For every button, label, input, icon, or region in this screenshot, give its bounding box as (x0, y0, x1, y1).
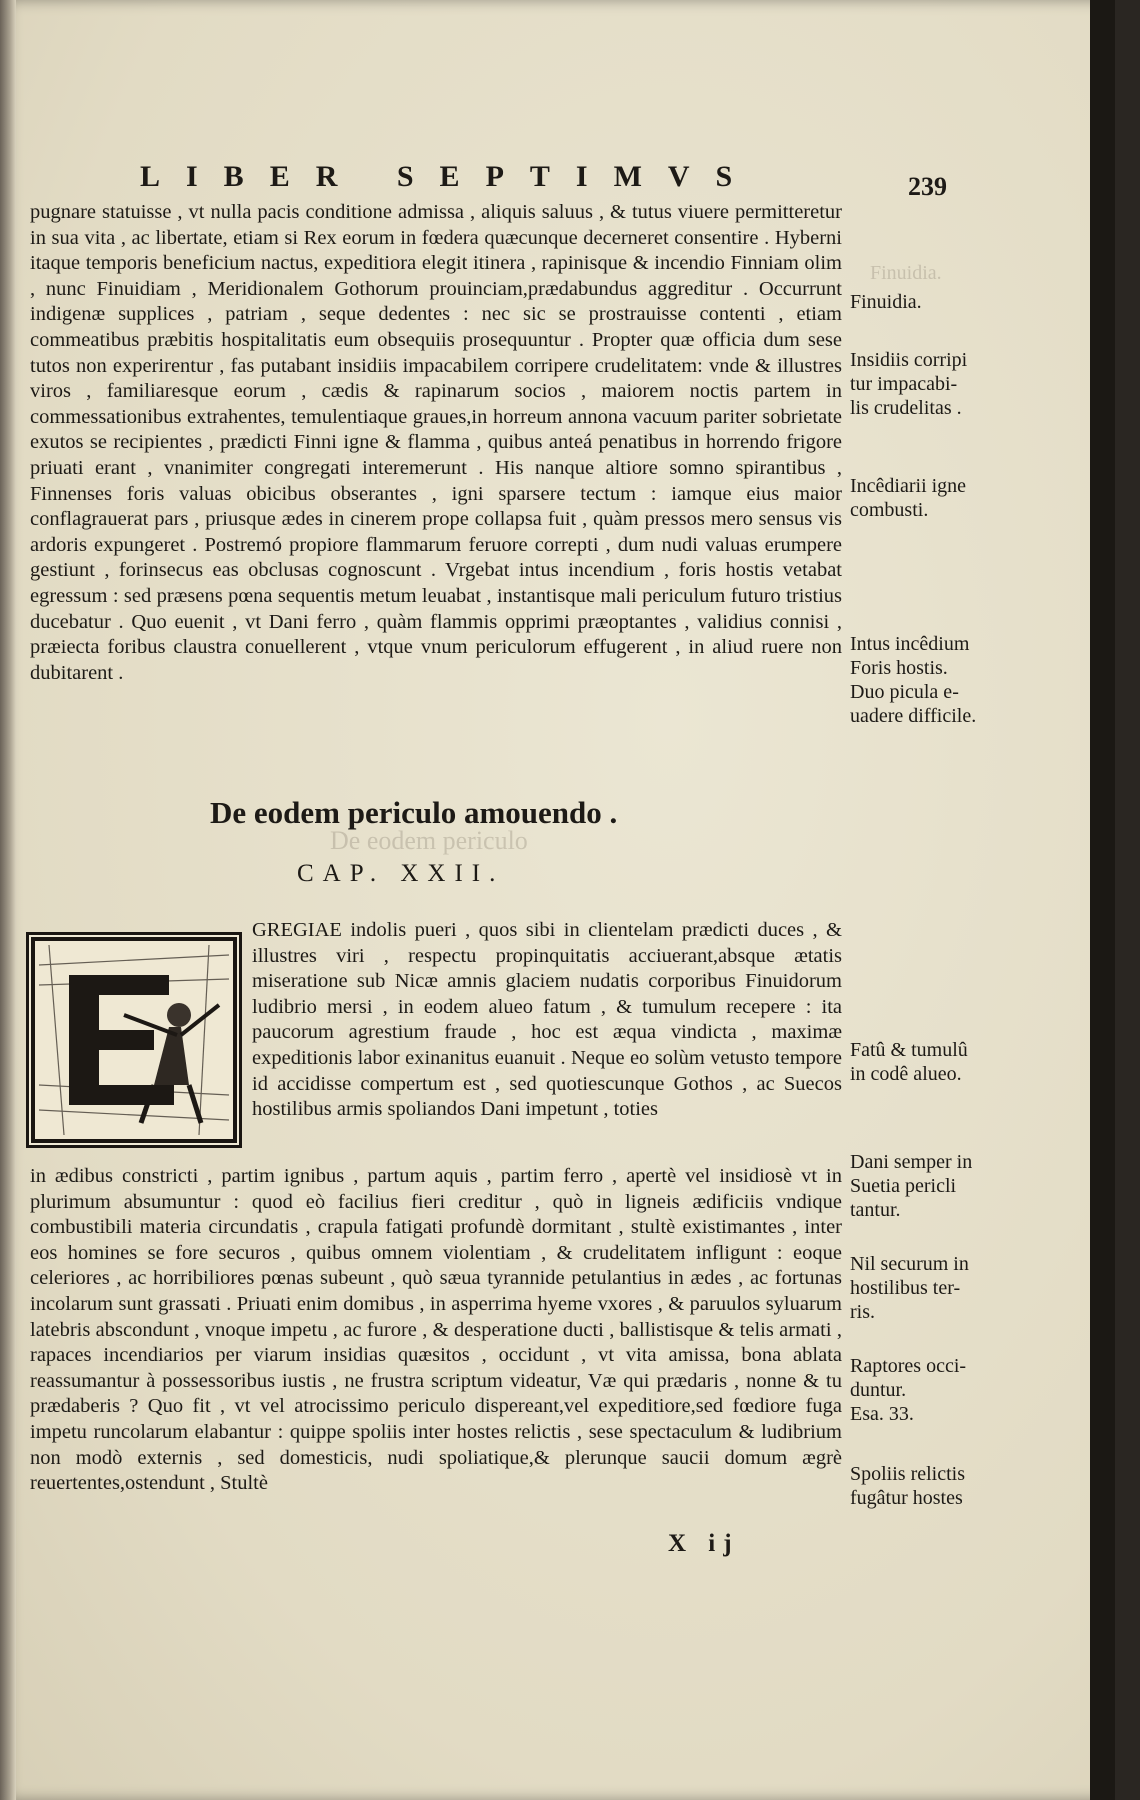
bleed-through: De eodem periculo (330, 826, 528, 855)
section-heading: De eodem periculo amouendo . (210, 795, 618, 830)
marginal-line: tantur. (850, 1199, 901, 1221)
marginal-line: duntur. (850, 1379, 907, 1401)
marginal-line: hostilibus ter- (850, 1277, 961, 1299)
paragraph-1: pugnare statuisse , vt nulla pacis conditione admissa , aliquis saluus , & tutus viuere permitteretur in sua vita , ac libertate, etiam si Rex eorum in fœdera quæcunque decerneret consentire . Hyberni itaque temporis beneficium nactus, expeditiora elegit itinera , rapinisque & incendio Finniam olim , nunc Finuidiam , Meridionalem Gothorum prouinciam,prædabundus aggreditur . Occurrunt indigenæ supplices , patriam , seque dedentes : nec sic se prostrauisse contenti , etiam commeatibus præbitis hospitalitatis eum obsequiis prosequuntur . Propter quæ officia dum sese tutos non experirentur , fas putabant insidiis impacabilem corripere crudelitatem: vnde & illustres viros , familiaresque eorum , cædis & rapinarum socios , maiorem noctis partem in commessationibus extrahentes, temulentiaque graues,in horreum annona vacuum pariter sobrietate exutos se recipientes , prædicti Finni igne & flamma , quibus anteá penatibus in horrendo frigore priuati erant , vnanimiter congregati interemerunt . His nanque altiore somno spirantibus , Finnenses foris valuas obicibus obserantes , igni sparsere tectum : iamque eius maior conflagrauerat pars , priusque ædes in cinerem prope collapsa fuit , quàm pressos mero sensus vis ardoris expungeret . Postremó propiore flammarum feruore correpti , dum nudi valuas erumpere gestiunt , forinsecus eas obclusas cognoscunt . Vrgebat intus incendium , foris hostis vetabat egressum : sed præsens pœna sequentis metum leuabat , instantisque mali periculum futuro tristius ducebatur . Quo euenit , vt Dani ferro , quàm flammis opprimi præoptantes , validius connisi , præiecta foribus claustra conuellerent , vtque vnum periculorum effugerent , in aliud ruere non dubitarent . (30, 201, 842, 684)
running-head: LIBER SEPTIMVS (140, 160, 759, 193)
marginal-line: in codê alueo. (850, 1063, 962, 1085)
woodcut-initial-icon (26, 932, 242, 1148)
marginal-note (850, 290, 1010, 314)
marginal-line: Finuidia. (850, 291, 922, 313)
marginal-line: uadere difficile. (850, 705, 977, 727)
paragraph-2: in ædibus constricti , partim ignibus , partum aquis , partim ferro , apertè vel insidiosè vt in plurimum absumuntur : quod eò facilius fieri creditur , quò in ligneis ædificiis vndique combustibili materia circundatis , crapula fatigati profundè dormitant , stultè existimantes , inter eos homines se fore securos , quibus omnem violentiam , & crudelitatem infligunt : eoque celeriores , ac horribiliores pœnas subeunt , quò sæua tyrannide petulantius in ædes , ac fortunas incolarum sunt grassati . Priuati enim domibus , in asperrima hyeme vxores , & paruulos syluarum latebris abscondunt , vnoque impetu , ac furore , & desperatione ducti , ballistisque & telis armati , rapaces incendiarios per viarum insidias quæsitos , occidunt , vt vita amissa, bona ablata reassumantur à possessoribus iustis , ne frustra scriptum videatur, Væ qui prædaris , nonne & tu prædaberis ? Quo fit , vt vel atrocissimo periculo dispereant,vel expeditiore,sed fœdiore fuga impetu runcolarum elabantur : quippe spoliis inter hostes relictis , sese spectaculum & ludibrium non modò externis , sed domesticis, nudi spoliatique,& plerunque saucii domum ægrè reuertentes,ostendunt , Stultè (30, 1165, 842, 1495)
marginal-note (850, 632, 1010, 728)
marginal-line: Fatû & tumulû (850, 1039, 968, 1061)
marginal-line: Incêdiarii igne (850, 475, 967, 497)
marginal-note (850, 1252, 1010, 1324)
marginal-line: Dani semper in (850, 1151, 973, 1173)
bleed-through: Finuidia. (870, 262, 942, 284)
marginal-line: fugâtur hostes (850, 1487, 963, 1509)
marginal-line: Suetia pericli (850, 1175, 957, 1197)
binding-spine (0, 0, 16, 1800)
marginal-line: Foris hostis. (850, 657, 948, 679)
marginal-line: Intus incêdium (850, 633, 970, 655)
marginal-line: tur impacabi- (850, 373, 958, 395)
marginal-line: Spoliis relictis (850, 1463, 965, 1485)
marginal-note (850, 1038, 1010, 1086)
marginal-note (850, 1150, 1010, 1222)
marginal-line: Nil securum in (850, 1253, 969, 1275)
marginal-note (850, 348, 1010, 420)
marginal-line: Duo picula e- (850, 681, 959, 703)
marginal-line: lis crudelitas . (850, 397, 962, 419)
chapter-number: CAP. XXII. (297, 860, 505, 887)
marginal-line: combusti. (850, 499, 929, 521)
marginal-line: Raptores occi- (850, 1355, 967, 1377)
marginal-note (850, 474, 1010, 522)
signature-mark: X ij (668, 1530, 740, 1557)
marginal-note (850, 1462, 1010, 1510)
marginal-line: Esa. 33. (850, 1403, 914, 1425)
marginal-line: Insidiis corripi (850, 349, 968, 371)
marginal-line: ris. (850, 1301, 875, 1323)
initial-paragraph: GREGIAE indolis pueri , quos sibi in clientelam prædicti duces , & illustres viri , respectu propinquitatis acciuerant,absque ætatis miseratione sub Nicæ amnis glaciem nudatis corporibus Finuidorum ludibrio mersi , in eodem alueo fatum , & tumulum recepere : ita paucorum agrestium fraude , hoc est æqua vindicta , maximæ expeditionis labor exinanitus euanuit . Neque eo solùm vetusto tempore id accidisse compertum est , sed quotiescunque Gothos , ac Suecos hostilibus armis spoliandos Dani impetunt , toties (252, 919, 842, 1121)
scan-edge (1090, 0, 1115, 1800)
marginal-note (850, 1354, 1010, 1426)
page-number: 239 (908, 172, 947, 201)
